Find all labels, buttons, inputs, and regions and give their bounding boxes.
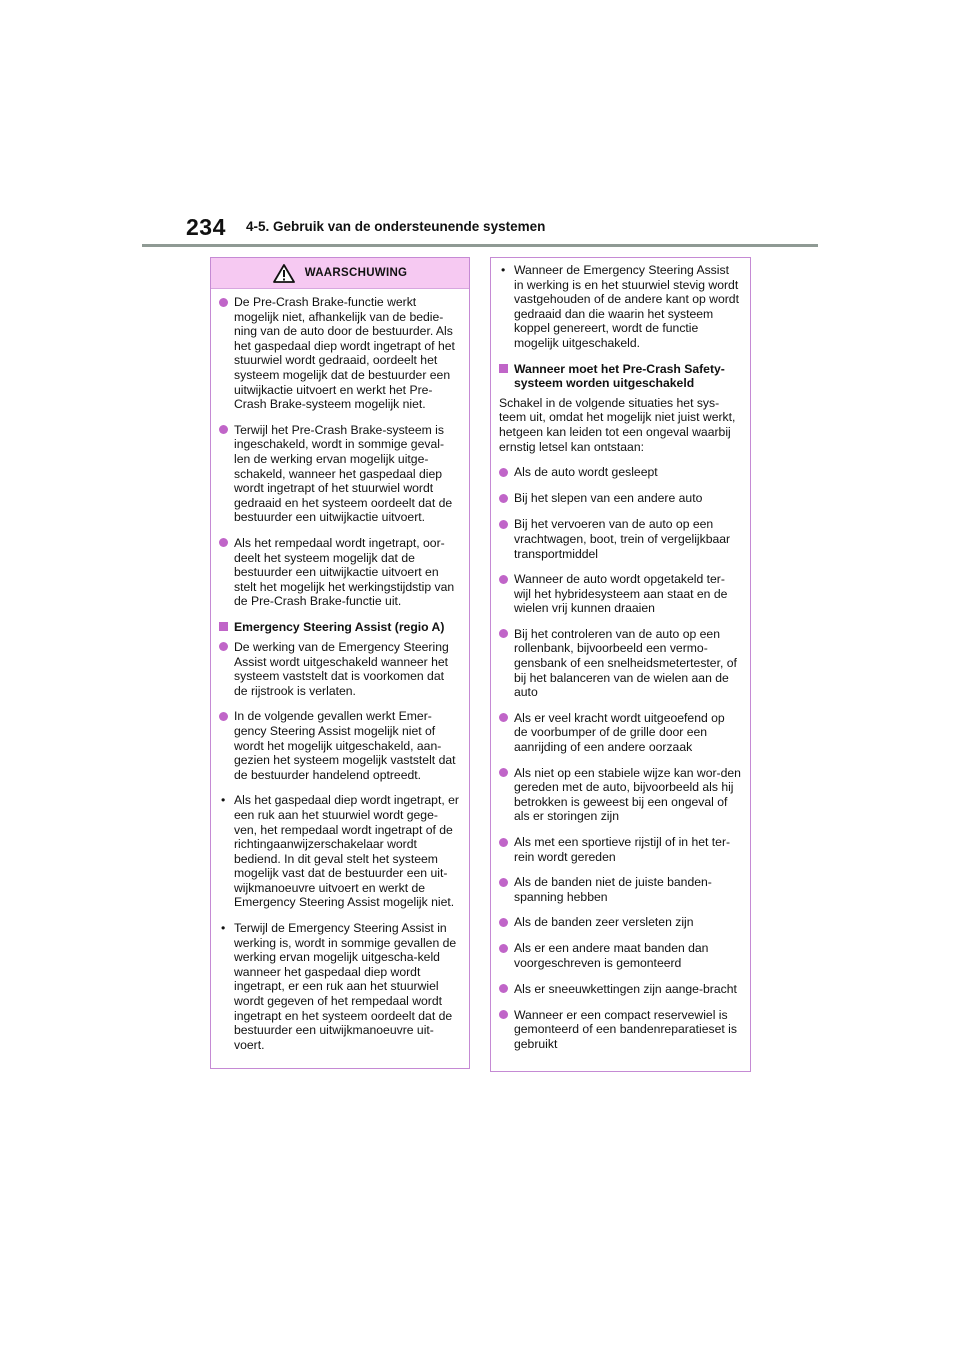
bullet-marker: [219, 536, 234, 609]
list-item: [219, 709, 460, 782]
list-item-text: Als niet op een stabiele wijze kan wor-den gereden met de auto, bijvoorbeeld als hij betrokken is geweest bij een ongeval of als er storingen zijn: [514, 765, 741, 824]
list-item-text: Als er een andere maat banden dan voorgeschreven is gemonteerd: [514, 941, 709, 971]
sub-item: [219, 921, 460, 1052]
subheading-text: Emergency Steering Assist (regio A): [234, 619, 445, 634]
sub-bullet-icon: •: [221, 921, 226, 936]
warning-content: [211, 289, 469, 1052]
list-item-text: Als de banden niet de juiste banden-spanning hebben: [514, 875, 712, 904]
page-number: 234: [186, 214, 226, 240]
list-item-text: Terwijl het Pre-Crash Brake-systeem is ingeschakeld, wordt in sommige geval-len de werking ervan mogelijk uitge-schakeld, wanneer het gaspedaal diep wordt ingetrapt of het stuurwiel wordt gedraaid en het systeem oordeelt dat de bestuurder een uitwijkactie uitvoert.: [234, 422, 453, 525]
list-item-text: Als er sneeuwkettingen zijn aange-bracht: [514, 981, 737, 996]
list-item: [499, 915, 741, 930]
sub-bullet-icon: •: [501, 263, 506, 277]
sub-item-text: Terwijl de Emergency Steering Assist in werking is, wordt in sommige gevallen de werking ervan mogelijk uitgescha-keld wanneer het gaspedaal diep wordt ingetrapt, er een ruk aan het stuurwiel wordt gegeven of het rempedaal wordt ingetrapt en het systeem oordeelt dat de bestuurder een uitwijkmanoeuvre uit-voert.: [234, 921, 457, 1052]
list-item-text: Als de banden zeer versleten zijn: [514, 915, 694, 930]
bullet-marker: [499, 766, 514, 824]
heading-marker: [219, 620, 234, 635]
heading-square-icon: [219, 622, 228, 631]
bullet-marker: [499, 711, 514, 755]
paragraph: Schakel in de volgende situaties het sys-teem uit, omdat het mogelijk niet juist werkt, hetgeen kan leiden tot een ongeval waarbij ernstig letsel kan ontstaan:: [499, 395, 736, 454]
bullet-marker: [499, 1008, 514, 1052]
bullet-dot-icon: [219, 298, 228, 307]
list-item: [499, 572, 741, 616]
subheading: [219, 620, 460, 635]
bullet-dot-icon: [499, 918, 508, 927]
list-item-text: Als met een sportieve rijstijl of in het ter-rein wordt gereden: [514, 835, 731, 864]
bullet-dot-icon: [499, 768, 508, 777]
bullet-marker: [219, 295, 234, 412]
section-title: 4-5. Gebruik van de ondersteunende systemen: [246, 219, 546, 234]
bullet-dot-icon: [219, 642, 228, 651]
list-item-text: Wanneer de auto wordt opgetakeld ter-wijl het hybridesysteem aan staat en de wielen vrij kunnen draaien: [514, 572, 728, 616]
bullet-marker: [499, 982, 514, 997]
warning-header: [211, 258, 469, 289]
sub-item: [219, 793, 460, 910]
header-rule: [142, 244, 818, 247]
list-item: [499, 711, 741, 755]
subheading-text: Wanneer moet het Pre-Crash Safety-systeem worden uitgeschakeld: [514, 361, 725, 391]
list-item-text: Bij het vervoeren van de auto op een vrachtwagen, boot, trein of vergelijkbaar transportmiddel: [514, 517, 731, 561]
list-item-text: De werking van de Emergency Steering Assist wordt uitgeschakeld wanneer het systeem vaststelt dat is voorkomen dat de rijstrook is verlaten.: [234, 639, 449, 698]
list-item: [219, 423, 460, 525]
bullet-dot-icon: [499, 944, 508, 953]
warning-title: WAARSCHUWING: [304, 267, 408, 279]
list-item: [499, 835, 741, 864]
list-item: [499, 982, 741, 997]
right-column-box: [490, 257, 751, 1072]
list-item-text: Bij het controleren van de auto op een rollenbank, bijvoorbeeld een vermo-gensbank of een snelheidsmetertester, of bij het balanceren van de wielen aan de auto: [514, 626, 737, 700]
list-item: [499, 491, 741, 506]
warning-box: [210, 257, 470, 1069]
list-item-text: Als er veel kracht wordt uitgeoefend op de voorbumper of de grille door een aanrijding of een andere oorzaak: [514, 710, 725, 755]
list-item-text: Als het rempedaal wordt ingetrapt, oor-deelt het systeem mogelijk dat de bestuurder een uitwijkactie uitvoert en stelt het mogelijk het werkingstijdstip van de Pre-Crash Brake-functie uit.: [234, 535, 455, 609]
bullet-dot-icon: [499, 713, 508, 722]
right-column-content: [491, 258, 750, 1052]
bullet-dot-icon: [219, 538, 228, 547]
sub-item-text: Als het gaspedaal diep wordt ingetrapt, er een ruk aan het stuurwiel wordt gege-ven, het rempedaal wordt ingetrapt of de richtingaanwijzerschakelaar wordt bediend. In dit geval stelt het systeem mogelijk vast dat de bestuurder een uit-wijkmanoeuvre uitvoert en werkt de Emergency Steering Assist mogelijk niet.: [234, 793, 459, 910]
bullet-dot-icon: [499, 520, 508, 529]
bullet-marker: [499, 875, 514, 904]
bullet-dot-icon: [499, 468, 508, 477]
bullet-marker: [499, 835, 514, 864]
list-item: [219, 640, 460, 698]
list-item-text: De Pre-Crash Brake-functie werkt mogelijk niet, afhankelijk van de bedie-ning van de auto door de bestuurder. Als het gaspedaal diep wordt ingetrapt of het stuurwiel wordt gedraaid, oordeelt het systeem mogelijk dat de bestuurder een uitwijkactie uitvoert en werkt het Pre-Crash Brake-systeem mogelijk niet.: [234, 295, 455, 412]
list-item-text: Bij het slepen van een andere auto: [514, 491, 703, 506]
bullet-dot-icon: [499, 494, 508, 503]
sub-item-text: Wanneer de Emergency Steering Assist in werking is en het stuurwiel stevig wordt vastgehouden of de andere kant op wordt gedraaid dan die waarin het systeem koppel genereert, wordt de functie mogelijk uitgeschakeld.: [514, 263, 739, 350]
list-item-text: Als de auto wordt gesleept: [514, 465, 658, 480]
bullet-dot-icon: [499, 1010, 508, 1019]
bullet-marker: [499, 941, 514, 970]
list-item: [499, 875, 741, 904]
list-item: [219, 536, 460, 609]
bullet-dot-icon: [499, 629, 508, 638]
bullet-marker: [499, 491, 514, 506]
list-item: [499, 517, 741, 561]
list-item: [499, 941, 741, 970]
warning-triangle-icon: [273, 264, 295, 283]
bullet-marker: [499, 572, 514, 616]
list-item-text: In de volgende gevallen werkt Emer-gency Steering Assist mogelijk niet of wordt het mogelijk uitgeschakeld, aan-gezien het systeem mogelijk vaststelt dat de bestuurder handelend optreedt.: [234, 709, 456, 782]
bullet-dot-icon: [499, 878, 508, 887]
list-item: [499, 1008, 741, 1052]
bullet-marker: [219, 640, 234, 698]
sub-item: [499, 263, 741, 351]
bullet-marker: [219, 423, 234, 525]
bullet-marker: [219, 709, 234, 782]
bullet-dot-icon: [499, 575, 508, 584]
list-item: [499, 766, 741, 824]
bullet-marker: [499, 627, 514, 700]
bullet-marker: [499, 915, 514, 930]
bullet-marker: [499, 517, 514, 561]
bullet-marker: [499, 465, 514, 480]
bullet-dot-icon: [219, 712, 228, 721]
heading-square-icon: [499, 364, 508, 373]
sub-bullet-icon: •: [221, 793, 226, 808]
list-item: [499, 465, 741, 480]
list-item-text: Wanneer er een compact reservewiel is gemonteerd of een bandenreparatieset is gebruikt: [514, 1007, 737, 1051]
bullet-dot-icon: [499, 838, 508, 847]
bullet-dot-icon: [219, 425, 228, 434]
list-item: [219, 295, 460, 412]
subheading: [499, 362, 741, 391]
bullet-dot-icon: [499, 984, 508, 993]
list-item: [499, 627, 741, 700]
heading-marker: [499, 362, 514, 391]
